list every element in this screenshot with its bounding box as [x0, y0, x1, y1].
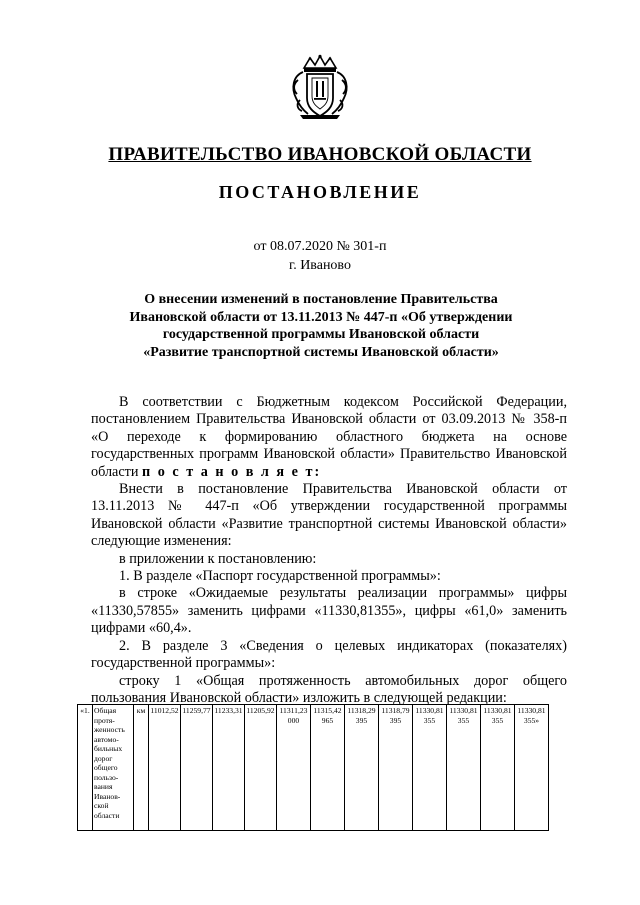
paragraph: В соответствии с Бюджетным кодексом Российской Федерации, постановлением Правительства Ивановской области от 03.09.2013 № 358-п «О переходе к формированию областного бюджета на основе государственных программ Ивановской области» Правительство Ивановской области п о с т а н о в л я е т:	[91, 394, 567, 480]
value-cell: 11233,31	[213, 705, 245, 831]
value-cell: 11330,81 355	[481, 705, 515, 831]
document-body	[91, 394, 567, 707]
title-line: Ивановской области от 13.11.2013 № 447-п «Об утверждении	[129, 309, 513, 325]
value-cell: 11315,42 965	[311, 705, 345, 831]
value-cell: 11012,52	[149, 705, 181, 831]
document-type-heading: ПОСТАНОВЛЕНИЕ	[218, 182, 422, 202]
title-line: «Развитие транспортной системы Ивановской области»	[143, 344, 499, 360]
unit-cell: км	[134, 705, 149, 831]
paragraph: 1. В разделе «Паспорт государственной программы»:	[119, 568, 441, 585]
resolves-word: п о с т а н о в л я е т:	[141, 463, 322, 480]
value-cell: 11330,81 355	[447, 705, 481, 831]
value-cell: 11311,23 000	[277, 705, 311, 831]
indicator-name: Общая протя-женность автомо-бильных дорог общего пользо-вания Иванов-ской области	[93, 705, 134, 831]
value-cell: 11330,81 355	[413, 705, 447, 831]
paragraph: в приложении к постановлению:	[119, 550, 317, 567]
paragraph: 2. В разделе 3 «Сведения о целевых индикаторах (показателях) государственной программы»:	[91, 637, 567, 672]
table-row	[78, 705, 549, 831]
value-cell: 11318,79 395	[379, 705, 413, 831]
row-number: «1.	[78, 705, 93, 831]
date-number: от 08.07.2020 № 301-п	[253, 239, 387, 254]
value-cell: 11318,29 395	[345, 705, 379, 831]
paragraph: Внести в постановление Правительства Ивановской области от 13.11.2013 № 447-п «Об утверждении государственной программы Ивановской области «Развитие транспортной системы Ивановской области» следующие изменения:	[91, 481, 567, 550]
document-title	[90, 291, 552, 361]
indicator-table	[77, 704, 549, 831]
city: г. Иваново	[289, 258, 351, 273]
value-cell: 11330,81 355»	[515, 705, 549, 831]
value-cell: 11205,92	[245, 705, 277, 831]
coat-of-arms-icon	[290, 54, 350, 120]
value-cell: 11259,77	[181, 705, 213, 831]
title-line: О внесении изменений в постановление Правительства	[144, 292, 498, 307]
paragraph: в строке «Ожидаемые результаты реализации программы» цифры «11330,57855» заменить цифрами «11330,81355», цифры «61,0» заменить цифрами «60,4».	[91, 585, 567, 637]
title-line: государственной программы Ивановской области	[162, 327, 480, 342]
document-meta	[0, 237, 640, 275]
paragraph: строку 1 «Общая протяженность автомобильных дорог общего пользования Ивановской области» изложить в следующей редакции:	[91, 672, 567, 706]
government-heading: ПРАВИТЕЛЬСТВО ИВАНОВСКОЙ ОБЛАСТИ	[108, 144, 532, 165]
